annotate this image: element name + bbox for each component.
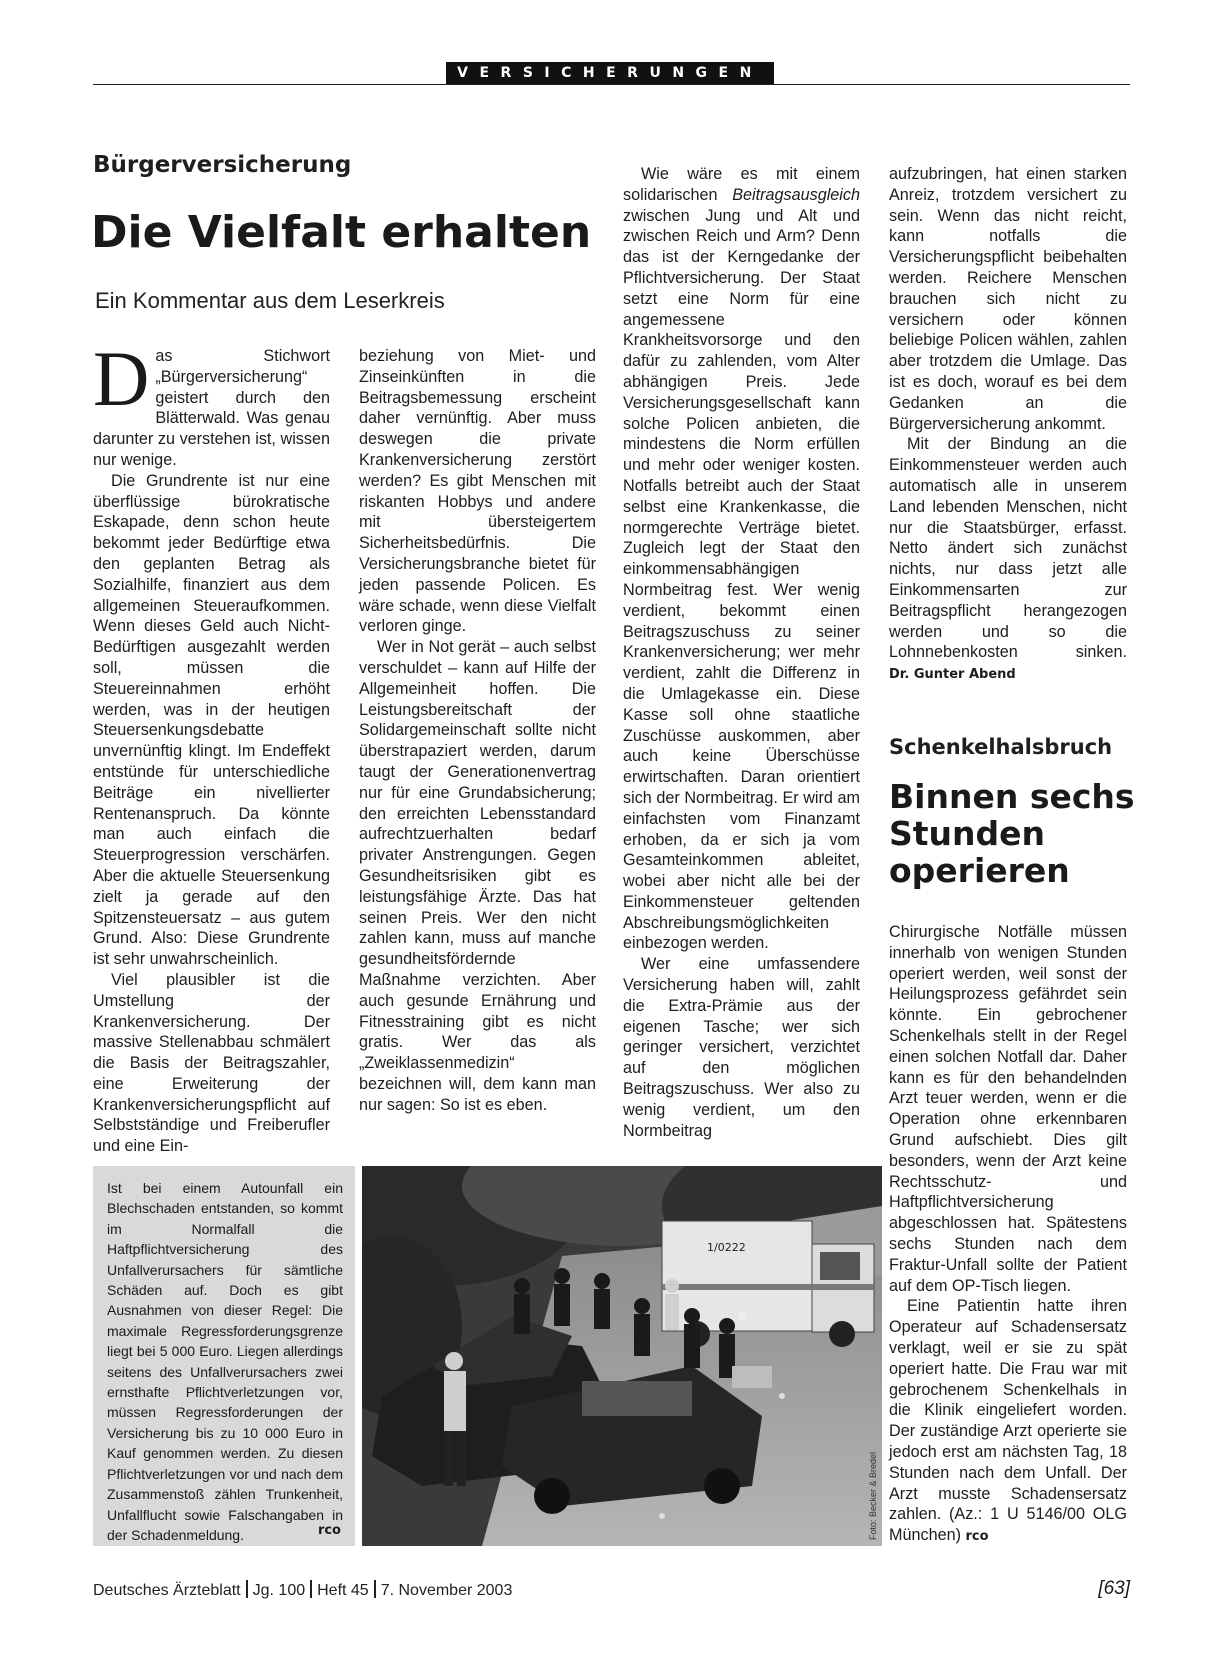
article2-kicker: Schenkelhalsbruch	[889, 735, 1113, 759]
article1-headline: Die Vielfalt erhalten	[91, 207, 592, 258]
emphasis: Beitragsausgleich	[732, 185, 860, 204]
journal-name: Deutsches Ärzteblatt	[93, 1582, 241, 1599]
publication-date: 7. November 2003	[380, 1582, 513, 1599]
footer-separator	[374, 1580, 376, 1598]
paragraph: Chirurgische Notfälle müssen innerhalb von wenigen Stunden operiert werden, weil sonst der Heilungsprozess gefährdet sein könnte. Ein gebrochener Schenkelhals stellt in der Regel einen solchen Notfall dar. Daher kann es für den behandelnden Arzt teuer werden, wenn er die Operation ohne erkennbaren Grund aufschiebt. Dies gilt besonders, wenn der Arzt keine Rechtsschutz- und Haftpflichtversicherung abgeschlossen hat. Spätestens sechs Stunden nach dem Fraktur-Unfall sollte der Patient auf dem OP-Tisch liegen.	[889, 923, 1127, 1295]
dropcap: D	[93, 335, 150, 422]
footer-separator	[246, 1580, 248, 1598]
photo-credit: Foto: Becker & Bredel	[868, 1451, 878, 1540]
article1-column-3	[623, 164, 860, 1141]
paragraph: Wer in Not gerät – auch selbst verschuldet – kann auf Hilfe der Allgemeinheit hoffen. Die Leistungsbereitschaft der Solidargemeinschaft sollte nicht überstrapaziert werden, darum taugt der Generationenvertrag nur für eine Grundabsicherung; den erreichten Lebensstandard aufrechtzuerhalten bedarf privater Anstrengungen. Gegen Gesundheitsrisiken gibt es leistungsfähige Ärzte. Das hat seinen Preis. Wer den nicht zahlen kann, muss auf manche gesundheitsfördernde Maßnahme verzichten. Aber auch gesunde Ernährung und Fitnesstraining gibt es nicht gratis. Wer das als „Zweiklassenmedizin“ bezeichnen will, dem kann man nur sagen: So ist es eben.	[359, 638, 596, 1114]
page-number: [63]	[1098, 1578, 1130, 1599]
header-rule	[93, 84, 1130, 85]
accident-scene-illustration	[362, 1166, 882, 1546]
paragraph: Wie wäre es mit einem solidarischen Beitragsausgleich zwischen Jung und Alt und zwischen Reich und Arm? Denn das ist der Kerngedanke der Pflichtversicherung. Der Staat setzt eine Norm für eine angemessene Krankheitsvorsorge und den dafür zu zahlenden, vom Alter abhängigen Preis. Jede Versicherungsgesellschaft kann solche Policen anbieten, die mindestens die Norm erfüllen und mehr oder weniger kosten. Notfalls betreibt auch der Staat selbst eine Krankenkasse, die normgerechte Verträge bietet. Zugleich legt der Staat den einkommensabhängigen Normbeitrag fest. Wer wenig verdient, bekommt einen Beitragszuschuss zu seiner Krankenversicherung; wer mehr verdient, zahlt die Differenz in die Umlagekasse ein. Diese Kasse soll ohne staatliche Zuschüsse auskommen, aber auch keine Überschüsse erwirtschaften. Daran orientiert sich der Normbeitrag. Er wird am einfachsten vom Finanzamt erhoben, da er sich ja vom Gesamteinkommen ableitet, wobei aber nicht alle bei der Einkommensteuer geltenden Abschreibungsmöglichkeiten einbezogen werden.	[623, 165, 860, 953]
article1-column-1	[93, 335, 330, 1157]
ambulance-number: 1/0222	[707, 1241, 746, 1254]
journal-issue: Heft 45	[317, 1582, 369, 1599]
journal-volume: Jg. 100	[252, 1582, 306, 1599]
article1-kicker: Bürgerversicherung	[93, 152, 352, 178]
section-banner: VERSICHERUNGEN	[446, 62, 774, 84]
paragraph: Eine Patientin hatte ihren Operateur auf Schadensersatz verklagt, weil er sie zu spät operiert hatte. Die Frau war mit gebrochenem Schenkelhals in die Klinik eingeliefert worden. Der zuständige Arzt operierte sie jedoch erst am nächsten Tag, 18 Stunden nach dem Unfall. Der Arzt musste Schadensersatz zahlen. (Az.: 1 U 5146/00 OLG München) rco	[889, 1297, 1127, 1545]
photo-caption-box	[93, 1166, 355, 1546]
caption-author: rco	[317, 1523, 341, 1538]
article1-column-2	[359, 346, 596, 1115]
photo-caption: Ist bei einem Autounfall ein Blechschaden entstanden, so kommt im Normalfall die Haftpflichtversicherung des Unfallverursachers für sämtliche Schäden auf. Doch es gibt Ausnahmen von dieser Regel: Die maximale Regressforderungsgrenze liegt bei 5 000 Euro. Liegen allerdings seitens des Unfallverursachers zwei ernsthafte Pflichtverletzungen vor, müssen Regressforderungen der Versicherung bis zu 10 000 Euro in Kauf genommen werden. Zu diesen Pflichtverletzungen vor und nach dem Zusammenstoß zählen Trunkenheit, Unfallflucht sowie Falschangaben in der Schadenmeldung.	[107, 1180, 343, 1543]
paragraph: beziehung von Miet- und Zinseinkünften in die Beitragsbemessung erscheint daher vernünftig. Aber muss deswegen die private Krankenversicherung zerstört werden? Es gibt Menschen mit riskanten Hobbys und andere mit übersteigertem Sicherheitsbedürfnis. Die Versicherungsbranche bietet für jeden passende Policen. Es wäre schade, wenn diese Vielfalt verloren ginge.	[359, 347, 596, 636]
accident-photo	[362, 1166, 882, 1546]
article2-body	[889, 922, 1127, 1548]
article1-author: Dr. Gunter Abend	[889, 667, 1016, 683]
footer-separator	[310, 1580, 312, 1598]
paragraph: Viel plausibler ist die Umstellung der Krankenversicherung. Der massive Stellenabbau schmälert die Basis der Beitragszahler, eine Erweiterung der Krankenversicherungspflicht auf Selbstständige und Freiberufler und eine Ein-	[93, 970, 330, 1156]
paragraph: as Stichwort „Bürgerversicherung“ geistert durch den Blätterwald. Was genau darunter zu verstehen ist, wissen nur wenige.	[93, 347, 330, 469]
article1-column-4	[889, 164, 1127, 686]
paragraph: Mit der Bindung an die Einkommensteuer werden auch automatisch alle in unserem Land lebenden Menschen, nicht nur die Staatsbürger, erfasst. Netto ändert sich zunächst nichts, nur dass jetzt alle Einkommensarten zur Beitragspflicht herangezogen werden und so die Lohnnebenkosten sinken. Dr. Gunter Abend	[889, 435, 1127, 683]
paragraph: Die Grundrente ist nur eine überflüssige bürokratische Eskapade, denn schon heute bekommt jeder Bedürftige etwa den geplanten Betrag als Sozialhilfe, finanziert aus dem allgemeinen Steueraufkommen. Wenn dieses Geld auch Nicht-Bedürftigen ausgezahlt werden soll, müssen die Steuereinnahmen erhöht werden, was in der heutigen Steuersenkungsdebatte unvernünftig klingt. Im Endeffekt entstünde für unterschiedliche Beiträge ein nivellierter Rentenanspruch. Da könnte man auch einfach die Steuerprogression verschärfen. Aber die aktuelle Steuersenkung zielt ja gerade auf den Spitzensteuersatz – aus gutem Grund. Also: Diese Grundrente ist sehr unwahrscheinlich.	[93, 471, 330, 969]
article1-subhead: Ein Kommentar aus dem Leserkreis	[95, 288, 445, 313]
paragraph: aufzubringen, hat einen starken Anreiz, trotzdem versichert zu sein. Wenn das nicht reicht, kann notfalls die Versicherungspflicht beibehalten werden. Reichere Menschen brauchen sich nicht zu versichern oder können beliebige Policen wählen, zahlen aber trotzdem die Umlage. Das ist es doch, worauf es bei dem Gedanken an die Bürgerversicherung ankommt.	[889, 165, 1127, 433]
article2-headline: Binnen sechs Stunden operieren	[889, 777, 1135, 890]
article2-author: rco	[965, 1529, 989, 1545]
paragraph: Wer eine umfassendere Versicherung haben will, zahlt die Extra-Prämie aus der eigenen Tasche; wer sich geringer versichert, verzichtet auf den möglichen Beitragszuschuss. Wer also zu wenig verdient, um den Normbeitrag	[623, 955, 860, 1140]
footer	[93, 1580, 512, 1600]
